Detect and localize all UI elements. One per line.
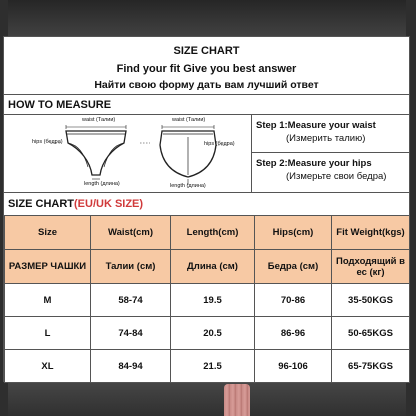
waist-cell: 74-84	[91, 317, 171, 350]
underwear-diagram-icon	[4, 115, 252, 193]
length-cell: 20.5	[171, 317, 255, 350]
front-view-underwear-icon	[66, 131, 126, 175]
header-subtitle-en: Find your fit Give you best answer	[116, 63, 297, 75]
header-size-ru: РАЗМЕР ЧАШКИ	[5, 250, 91, 284]
size-cell: XL	[5, 350, 91, 383]
header-length: Length(cm)	[171, 216, 255, 250]
step-1-label: Step 1:Measure your waist	[256, 120, 376, 131]
header-hips: Hips(cm)	[255, 216, 332, 250]
size-cell: M	[5, 284, 91, 317]
size-cell: L	[5, 317, 91, 350]
step-2-sub: (Измерьте свои бедра)	[286, 171, 387, 182]
label-hips-front: hips (бедра)	[32, 139, 63, 145]
step-1	[252, 115, 409, 153]
step-2	[252, 153, 409, 193]
header-title: SIZE CHART	[173, 45, 240, 57]
table-row	[5, 350, 410, 383]
background-top	[0, 0, 416, 40]
chart-header	[4, 37, 409, 95]
header-waist: Waist(cm)	[91, 216, 171, 250]
header-waist-ru: Талии (см)	[91, 250, 171, 284]
length-cell: 21.5	[171, 350, 255, 383]
table-row	[5, 317, 410, 350]
measure-section	[4, 115, 409, 193]
label-hips-back: hips (бедра)	[204, 141, 235, 147]
hips-cell: 70-86	[255, 284, 332, 317]
header-length-ru: Длина (см)	[171, 250, 255, 284]
step-1-sub: (Измерить талию)	[286, 133, 366, 144]
step-2-label: Step 2:Measure your hips	[256, 158, 372, 169]
size-chart-card	[3, 36, 410, 382]
product-fabric-strip	[224, 384, 250, 416]
weight-cell: 35-50KGS	[332, 284, 410, 317]
header-hips-ru: Бедра (см)	[255, 250, 332, 284]
size-chart-title-region: (EU/UK SIZE)	[74, 198, 144, 210]
label-waist-back: waist (Талии)	[172, 117, 206, 123]
table-row	[5, 284, 410, 317]
hips-cell: 96-106	[255, 350, 332, 383]
how-to-measure-title: HOW TO MEASURE	[4, 95, 409, 115]
weight-cell: 50-65KGS	[332, 317, 410, 350]
header-weight: Fit Weight(kgs)	[332, 216, 410, 250]
size-chart-title-main: SIZE CHART	[8, 198, 74, 210]
table-header-row-ru	[5, 250, 410, 284]
waist-cell: 58-74	[91, 284, 171, 317]
size-table	[4, 215, 410, 383]
length-cell: 19.5	[171, 284, 255, 317]
label-length-back: length (длина)	[170, 183, 206, 189]
waist-cell: 84-94	[91, 350, 171, 383]
hips-cell: 86-96	[255, 317, 332, 350]
header-size: Size	[5, 216, 91, 250]
header-weight-ru: Подходящий в ес (кг)	[332, 250, 410, 284]
size-chart-title	[4, 193, 409, 215]
label-length-front: length (длина)	[84, 181, 120, 187]
measure-diagram	[4, 115, 252, 193]
label-waist-front: waist (Талии)	[82, 117, 116, 123]
header-subtitle-ru: Найти свою форму дать вам лучший ответ	[94, 79, 319, 91]
weight-cell: 65-75KGS	[332, 350, 410, 383]
table-header-row-en	[5, 216, 410, 250]
back-view-underwear-icon	[160, 131, 216, 177]
